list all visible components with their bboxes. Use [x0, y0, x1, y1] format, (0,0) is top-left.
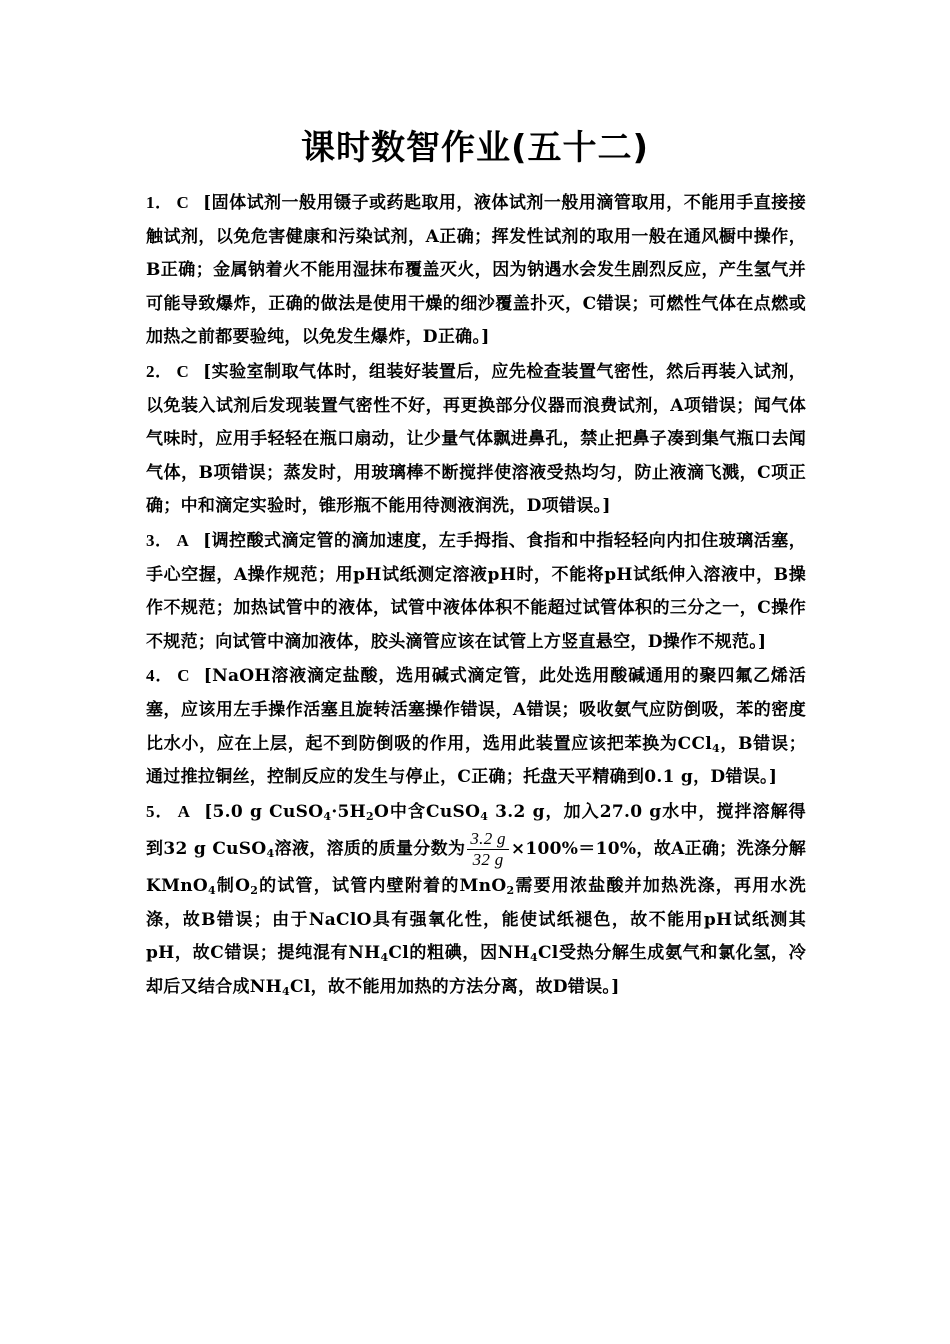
answer-list	[146, 186, 806, 1005]
fraction-numerator: 3.2 g	[467, 829, 509, 850]
item-explanation-cont: Cl，故不能用加热的方法分离，故D错误。]	[289, 977, 620, 998]
page-title: 课时数智作业(五十二)	[300, 128, 650, 168]
subscript: 2	[250, 884, 259, 898]
answer-item-1	[146, 186, 806, 355]
subscript: 2	[366, 809, 375, 823]
subscript: 4	[266, 847, 275, 861]
item-explanation: [固体试剂一般用镊子或药匙取用，液体试剂一般用滴管取用，不能用手直接接触试剂，以免危害健康和污染试剂，A正确；挥发性试剂的取用一般在通风橱中操作，B正确；金属钠着火不能用湿抹布覆盖灭火，因为钠遇水会发生剧烈反应，产生氢气并可能导致爆炸，正确的做法是使用干燥的细沙覆盖扑灭，C错误；可燃性气体在点燃或加热之前都要验纯，以免发生爆炸，D正确。]	[146, 193, 806, 348]
item-explanation-cont: Cl受热分解生成氨气和氯化氢，冷却后又结合成NH	[146, 943, 807, 998]
item-explanation-cont: ×100%＝10%，故A正确；洗涤分解KMnO	[146, 839, 806, 897]
subscript: 4	[207, 884, 216, 898]
item-explanation-cont: 3.2 g，加入27.0 g水中，搅拌溶解得到32 g CuSO	[146, 801, 806, 860]
item-number: 4．	[146, 666, 174, 686]
item-explanation-cont: 需要用浓盐酸并加热洗涤，再用水洗涤，故B错误；由于NaClO具有强氧化性，能使试纸褪色，故不能用pH试纸测其pH，故C错误；提纯混有NH	[146, 876, 806, 964]
subscript: 4	[529, 951, 538, 965]
item-explanation: [调控酸式滴定管的滴加速度，左手拇指、食指和中指轻轻向内扣住玻璃活塞，手心空握，A操作规范；用pH试纸测定溶液pH时，不能将pH试纸伸入溶液中，B操作不规范；加热试管中的液体，试管中液体体积不能超过试管体积的三分之一，C操作不规范；向试管中滴加液体，胶头滴管应该在试管上方竖直悬空，D操作不规范。]	[146, 530, 806, 652]
item-explanation-cont: 制O	[215, 876, 251, 897]
subscript: 4	[712, 741, 721, 755]
item-answer: A	[177, 801, 191, 821]
answer-item-5	[146, 795, 806, 1005]
item-explanation: [5.0 g CuSO	[204, 801, 324, 822]
item-explanation: [实验室制取气体时，组装好装置后，应先检查装置气密性，然后再装入试剂，以免装入试剂后发现装置气密性不好，再更换部分仪器而浪费试剂，A项错误；闻气体气味时，应用手轻轻在瓶口扇动，让少量气体飘进鼻孔，禁止把鼻子凑到集气瓶口去闻气体，B项错误；蒸发时，用玻璃棒不断搅拌使溶液受热均匀，防止液滴飞溅，C项正确；中和滴定实验时，锥形瓶不能用待测液润洗，D项错误。]	[146, 361, 806, 517]
subscript: 4	[380, 951, 389, 965]
item-number: 5．	[146, 801, 174, 821]
item-number: 3．	[146, 530, 173, 550]
subscript: 2	[506, 884, 515, 898]
item-explanation-cont: Cl的粗碘，因NH	[388, 943, 530, 964]
item-answer: A	[176, 530, 190, 550]
item-explanation-cont: ，B错误；通过推拉铜丝，控制反应的发生与停止，C正确；托盘天平精确到0.1 g，D错误。]	[146, 733, 806, 788]
subscript: 4	[323, 809, 332, 823]
subscript: 4	[480, 809, 489, 823]
fraction	[467, 829, 509, 870]
item-answer: C	[177, 666, 190, 686]
item-number: 1．	[146, 193, 173, 212]
answer-item-3	[146, 524, 806, 659]
answer-item-2	[146, 355, 806, 524]
item-explanation-cont: O中含CuSO	[374, 801, 481, 822]
item-answer: C	[176, 193, 190, 212]
item-explanation-cont: 溶液，溶质的质量分数为	[274, 839, 466, 860]
answer-item-4	[146, 659, 806, 794]
item-explanation-cont: ·5H	[331, 801, 367, 822]
item-answer: C	[176, 361, 190, 381]
item-number: 2．	[146, 361, 173, 381]
item-explanation: [NaOH溶液滴定盐酸，选用碱式滴定管，此处选用酸碱通用的聚四氟乙烯活塞，应该用左手操作活塞且旋转活塞操作错误，A错误；吸收氨气应防倒吸，苯的密度比水小，应在上层，起不到防倒吸的作用，选用此装置应该把苯换为CCl	[146, 666, 806, 754]
subscript: 4	[282, 985, 290, 999]
fraction-denominator: 32 g	[472, 850, 504, 870]
item-explanation-cont: 的试管，试管内壁附着的MnO	[258, 876, 507, 897]
